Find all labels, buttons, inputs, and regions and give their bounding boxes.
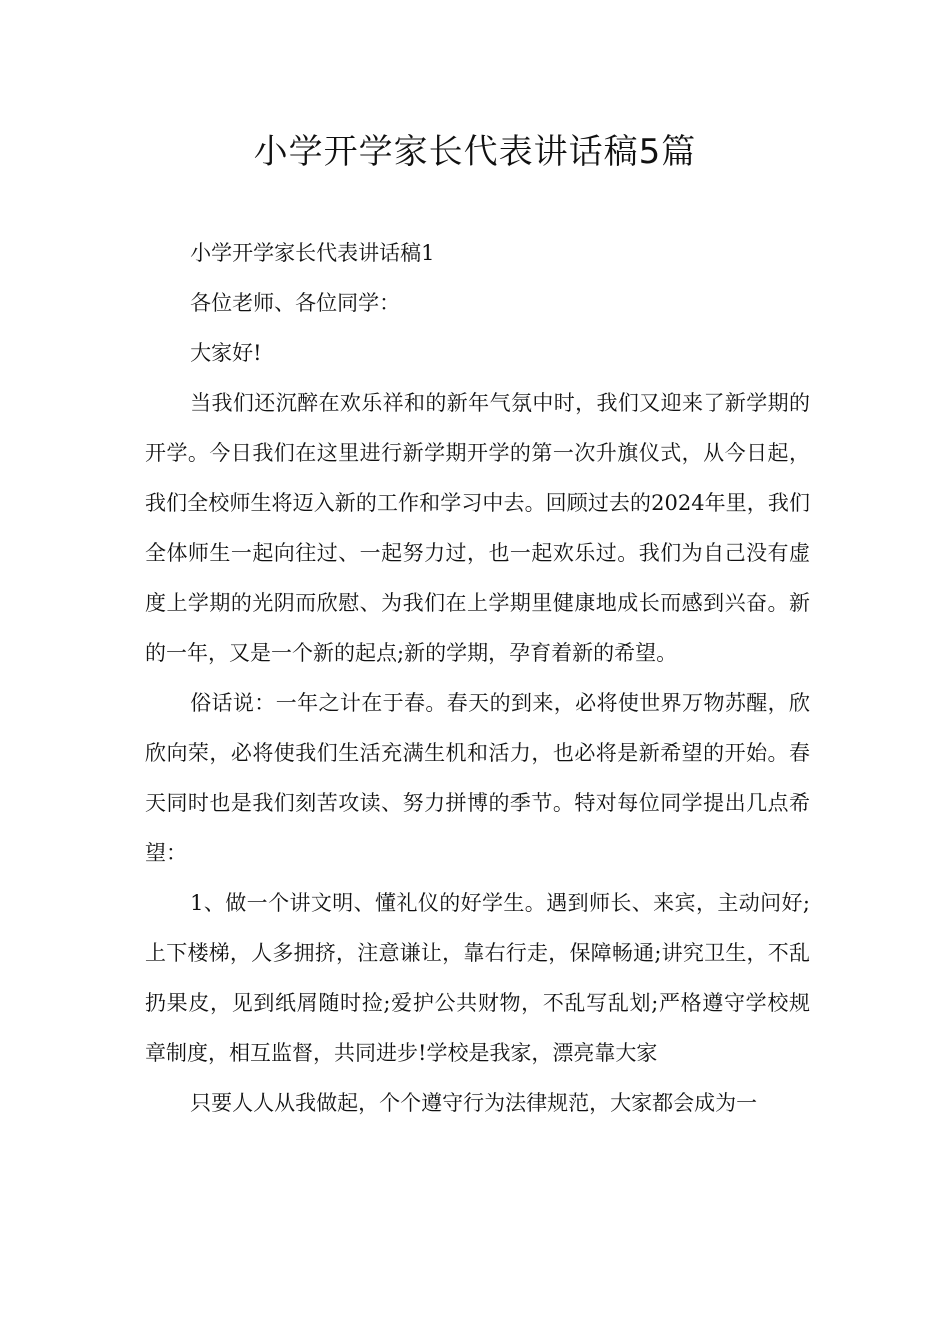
paragraph-body: 只要人人从我做起，个个遵守行为法律规范，大家都会成为一 [190,1091,758,1115]
paragraph-body: 俗话说：一年之计在于春。春天的到来，必将使世界万物苏醒，欣欣向荣，必将使我们生活充满生机和活力，也必将是新希望的开始。春天同时也是我们刻苦攻读、努力拼博的季节。特对每位同学提出几点希望： [145,691,810,865]
paragraph-salutation: 各位老师、各位同学： [190,291,401,315]
paragraph-body: 1、做一个讲文明、懂礼仪的好学生。遇到师长、来宾，主动问好;上下楼梯，人多拥挤，注意谦让，靠右行走，保障畅通;讲究卫生，不乱扔果皮，见到纸屑随时捡;爱护公共财物，不乱写乱划;严格遵守学校规章制度，相互监督，共同进步!学校是我家，漂亮靠大家 [145,891,810,1065]
paragraph-subtitle: 小学开学家长代表讲话稿1 [190,241,435,265]
document-body [145,228,810,1128]
paragraph-body: 当我们还沉醉在欢乐祥和的新年气氛中时，我们又迎来了新学期的开学。今日我们在这里进行新学期开学的第一次升旗仪式，从今日起，我们全校师生将迈入新的工作和学习中去。回顾过去的2024年里，我们全体师生一起向往过、一起努力过，也一起欢乐过。我们为自己没有虚度上学期的光阴而欣慰、为我们在上学期里健康地成长而感到兴奋。新的一年，又是一个新的起点;新的学期，孕育着新的希望。 [145,391,810,665]
document-title: 小学开学家长代表讲话稿5篇 [253,132,697,172]
paragraph-greeting: 大家好! [190,341,262,365]
